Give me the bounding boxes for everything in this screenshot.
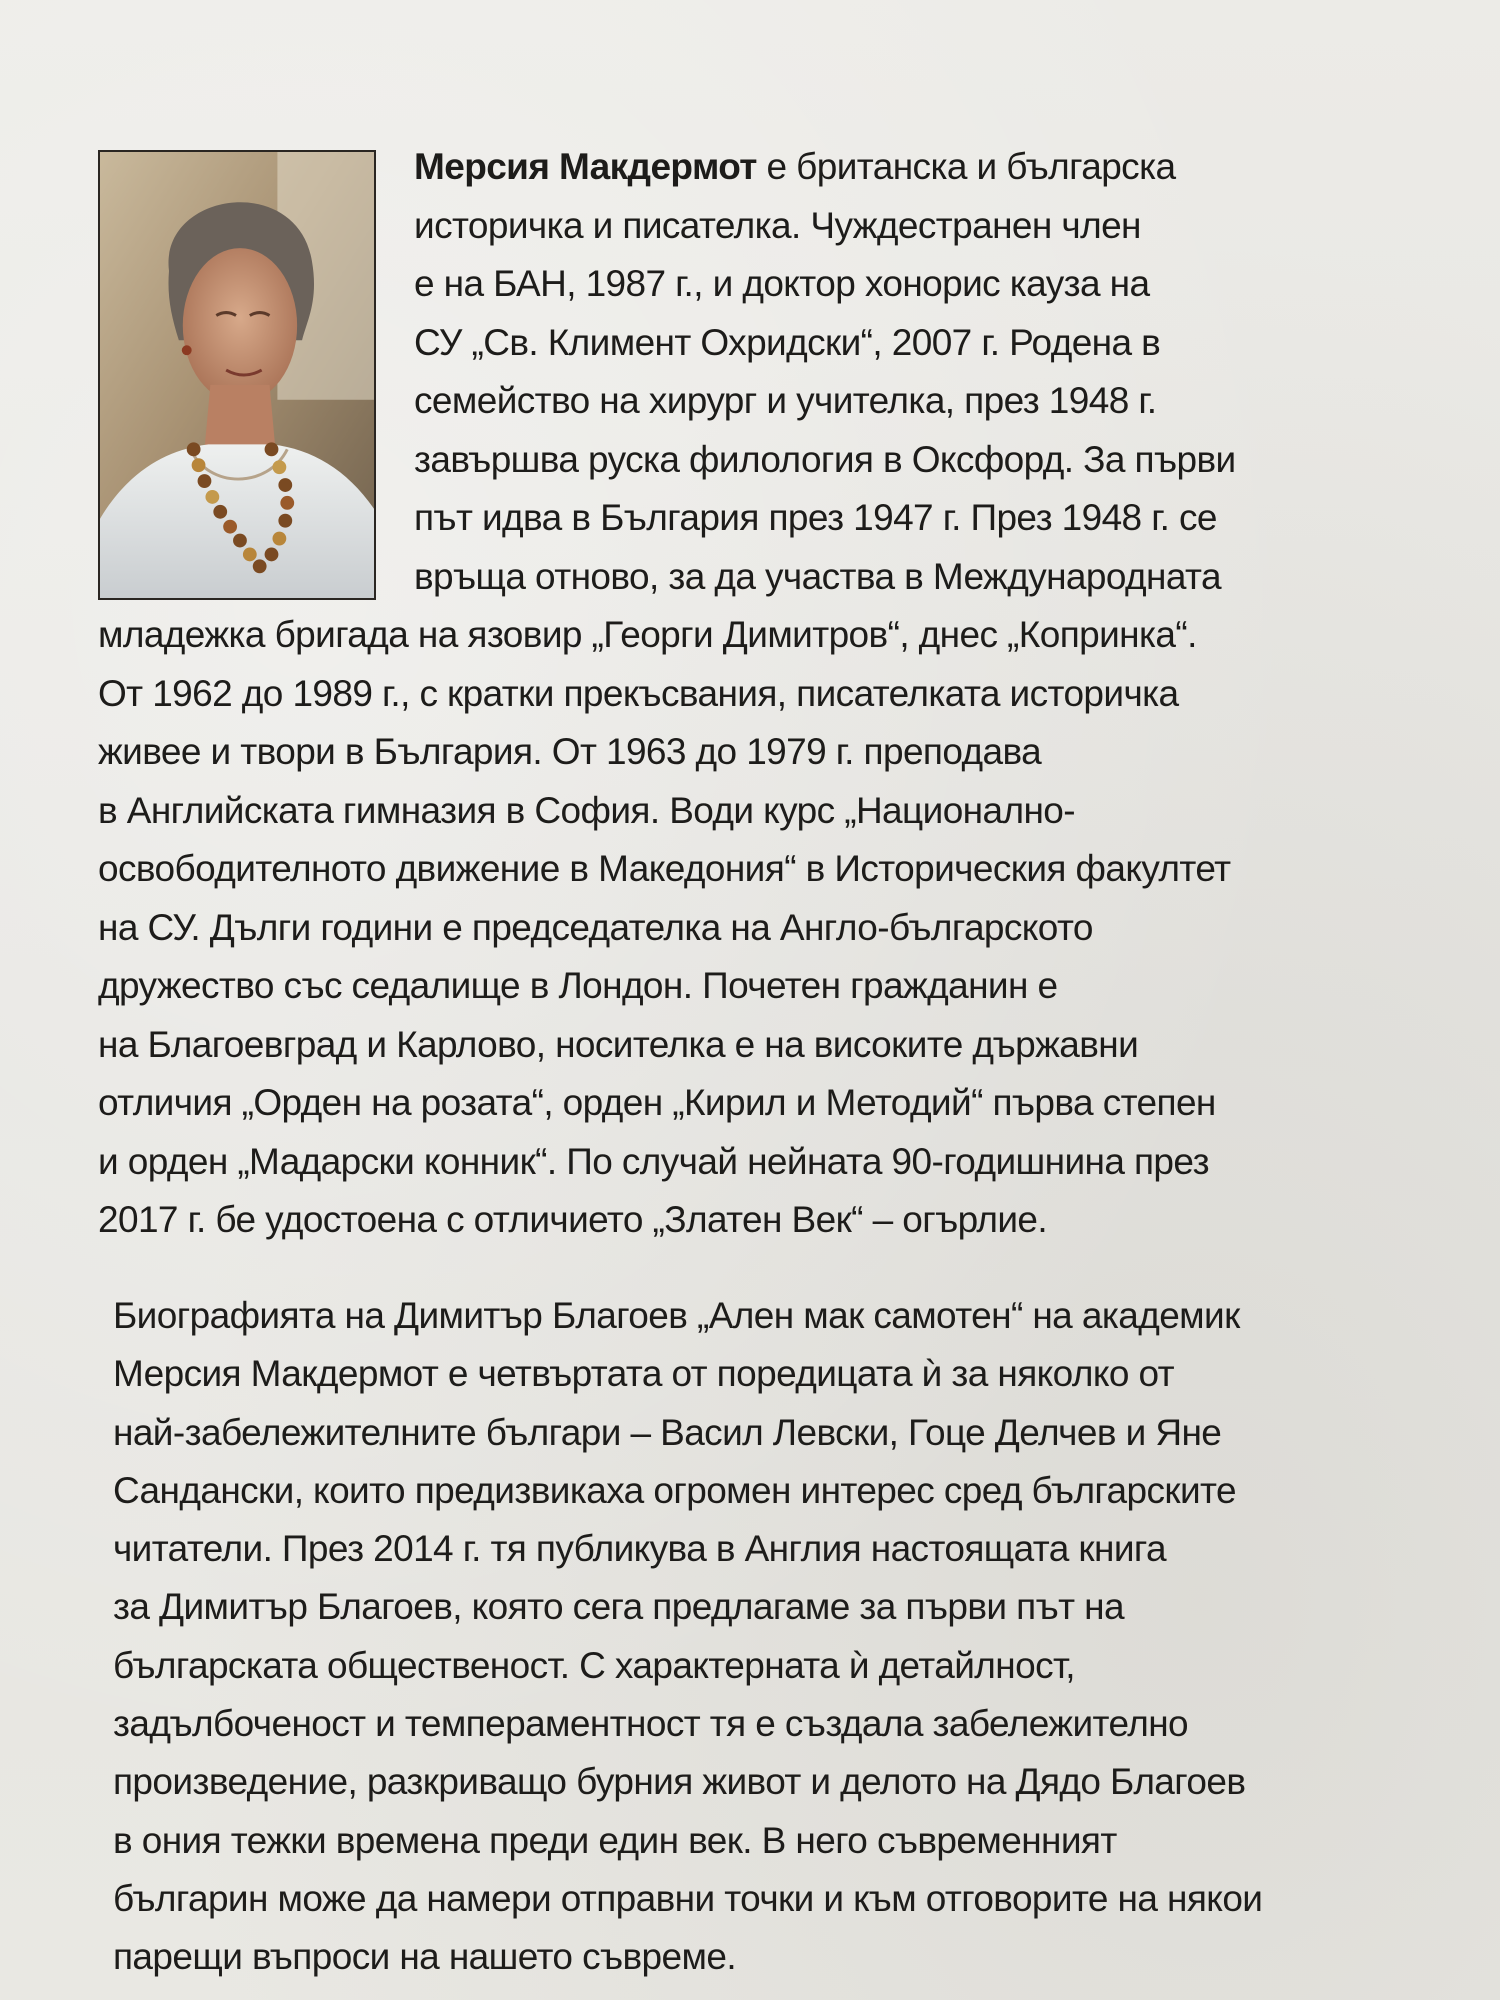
- book-line: за Димитър Благоев, която сега предлагаме за първи път на: [113, 1586, 1124, 1628]
- bio-line: младежка бригада на язовир „Георги Димитров“, днес „Копринка“.: [98, 614, 1197, 655]
- bio-line: От 1962 до 1989 г., с кратки прекъсвания, писателката историчка: [98, 672, 1179, 714]
- bio-line: освободителното движение в Македония“ в Историческия факултет: [98, 848, 1231, 889]
- book-line: читатели. През 2014 г. тя публикува в Англия настоящата книга: [113, 1528, 1166, 1570]
- bio-line: връща отново, за да участва в Международната: [414, 555, 1221, 597]
- bio-line: 2017 г. бе удостоена с отличието „Златен Век“ – огърлие.: [98, 1199, 1048, 1240]
- bio-line: завършва руска филология в Оксфорд. За първи: [414, 438, 1236, 480]
- bio-line: на СУ. Дълги години е председателка на Англо-българското: [98, 906, 1093, 948]
- bio-line: дружество със седалище в Лондон. Почетен гражданин е: [98, 965, 1058, 1006]
- book-line: българин може да намери отправни точки и към отговорите на някои: [113, 1877, 1263, 1919]
- book-line: произведение, разкриващо бурния живот и делото на Дядо Благоев: [113, 1761, 1246, 1803]
- bio-line: е на БАН, 1987 г., и доктор хонорис кауза на: [414, 263, 1150, 304]
- bio-line: Мерсия Макдермот е британска и българска: [414, 146, 1176, 187]
- bio-line: историчка и писателка. Чуждестранен член: [414, 204, 1141, 246]
- author-biography: [98, 138, 1398, 1250]
- book-line: Мерсия Макдермот е четвъртата от поредицата ѝ за няколко от: [113, 1353, 1174, 1395]
- bio-line: на Благоевград и Карлово, носителка е на високите държавни: [98, 1023, 1139, 1065]
- bio-line: семейство на хирург и учителка, през 1948 г.: [414, 380, 1157, 421]
- book-line: българската общественост. С характерната ѝ детайлност,: [113, 1644, 1075, 1686]
- bio-line: СУ „Св. Климент Охридски“, 2007 г. Родена в: [414, 321, 1161, 363]
- book-description: [113, 1287, 1413, 1987]
- bio-line: живее и твори в България. От 1963 до 1979 г. преподава: [98, 731, 1042, 772]
- bio-line: и орден „Мадарски конник“. По случай нейната 90-годишнина през: [98, 1140, 1209, 1182]
- book-line: задълбоченост и темпераментност тя е създала забележително: [113, 1703, 1189, 1745]
- bio-line: път идва в България през 1947 г. През 1948 г. се: [414, 497, 1217, 538]
- book-line: парещи въпроси на нашето съвреме.: [113, 1936, 737, 1978]
- bio-line: в Английската гимназия в София. Води курс „Национално-: [98, 789, 1076, 831]
- book-line: в ония тежки времена преди един век. В него съвременният: [113, 1819, 1117, 1861]
- book-line: Сандански, които предизвикаха огромен интерес сред българските: [113, 1469, 1236, 1511]
- book-line: най-забележителните българи – Васил Левски, Гоце Делчев и Яне: [113, 1411, 1222, 1453]
- book-line: Биографията на Димитър Благоев „Ален мак самотен“ на академик: [113, 1295, 1240, 1336]
- author-name: Мерсия Макдермот: [414, 146, 757, 187]
- bio-line: отличия „Орден на розата“, орден „Кирил и Методий“ първа степен: [98, 1082, 1216, 1123]
